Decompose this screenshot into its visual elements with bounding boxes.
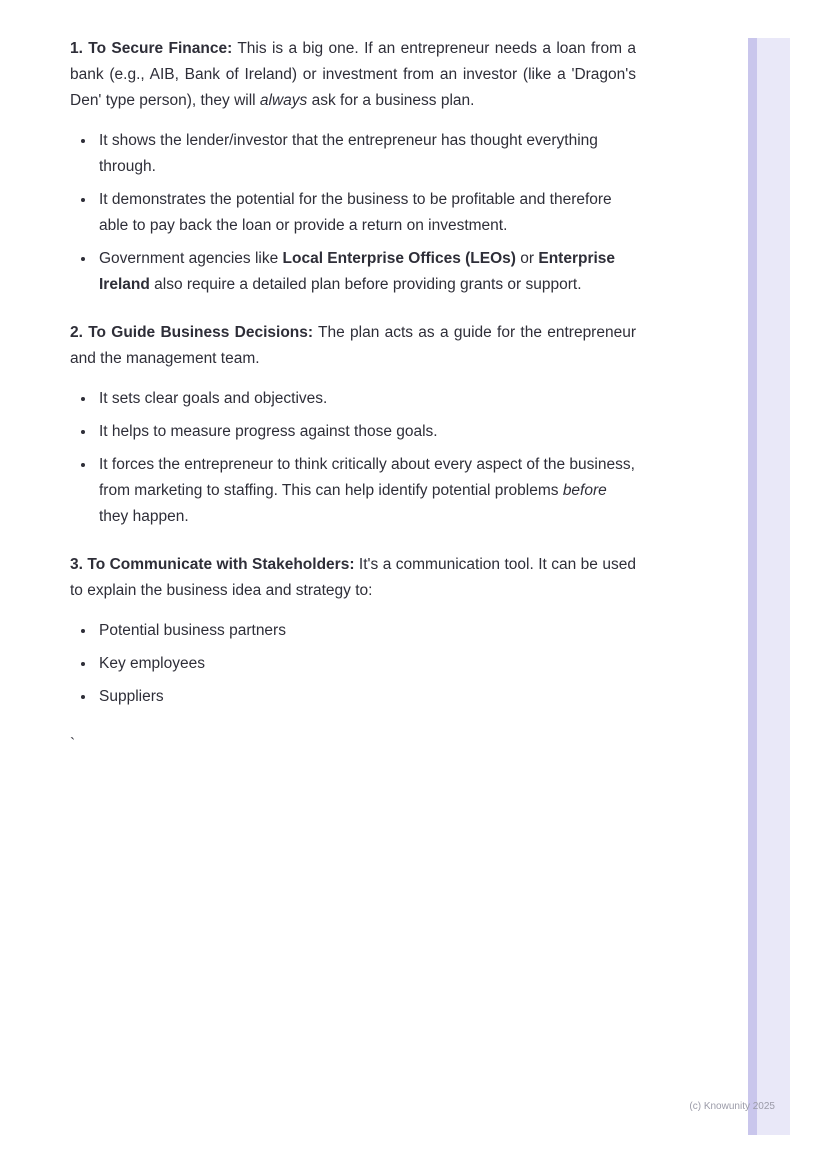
- text-run: 2. To Guide Business Decisions:: [70, 324, 314, 341]
- text-run: Local Enterprise Offices (LEOs): [282, 250, 516, 267]
- footer-copyright: (c) Knowunity 2025: [689, 1101, 775, 1112]
- trailing-backtick-character: `: [70, 736, 76, 753]
- bullet-item: [96, 419, 636, 445]
- bullet-item: [96, 386, 636, 412]
- text-run: Government agencies like: [99, 250, 283, 267]
- text-run: The plan acts as a guide for the entrepreneur and the management team.: [70, 324, 636, 367]
- text-run: ask for a business plan.: [307, 92, 475, 109]
- text-run: Suppliers: [99, 688, 164, 705]
- section-2-bullet-list: [70, 386, 636, 530]
- bullet-item: [96, 651, 636, 677]
- text-run: Potential business partners: [99, 622, 286, 639]
- bullet-item: [96, 618, 636, 644]
- text-run: always: [259, 92, 308, 109]
- text-run: before: [562, 482, 607, 499]
- text-run: or: [515, 250, 539, 267]
- text-run: This is a big one. If an entrepreneur needs a loan from a bank (e.g., AIB, Bank of Ireland) or investment from an investor (like a 'Dragon's Den' type person), they will: [70, 40, 636, 109]
- bullet-item: [96, 684, 636, 710]
- bullet-item: [96, 187, 636, 239]
- text-run: 3. To Communicate with Stakeholders:: [70, 556, 355, 573]
- section-2-paragraph: [70, 320, 636, 372]
- bullet-item: [96, 246, 636, 298]
- text-run: they happen.: [99, 508, 189, 525]
- text-run: 1. To Secure Finance:: [70, 40, 233, 57]
- section-3-paragraph: [70, 552, 636, 604]
- text-run: Key employees: [99, 655, 205, 672]
- text-run: Enterprise Ireland: [99, 250, 616, 293]
- page-edge-stripe: [748, 38, 790, 1135]
- text-run: It sets clear goals and objectives.: [99, 390, 328, 407]
- text-run: It shows the lender/investor that the entrepreneur has thought everything through.: [99, 132, 598, 175]
- section-3-bullet-list: [70, 618, 636, 710]
- text-run: also require a detailed plan before providing grants or support.: [149, 276, 582, 293]
- document-content: [70, 36, 636, 758]
- bullet-item: [96, 128, 636, 180]
- text-run: It helps to measure progress against those goals.: [99, 423, 438, 440]
- text-run: It's a communication tool. It can be used to explain the business idea and strategy to:: [70, 556, 636, 599]
- text-run: It demonstrates the potential for the business to be profitable and therefore able to pay back the loan or provide a return on investment.: [99, 191, 612, 234]
- bullet-item: [96, 452, 636, 530]
- section-1-bullet-list: [70, 128, 636, 298]
- section-1-paragraph: [70, 36, 636, 114]
- text-run: It forces the entrepreneur to think critically about every aspect of the business, from marketing to staffing. This can help identify potential problems: [99, 456, 635, 499]
